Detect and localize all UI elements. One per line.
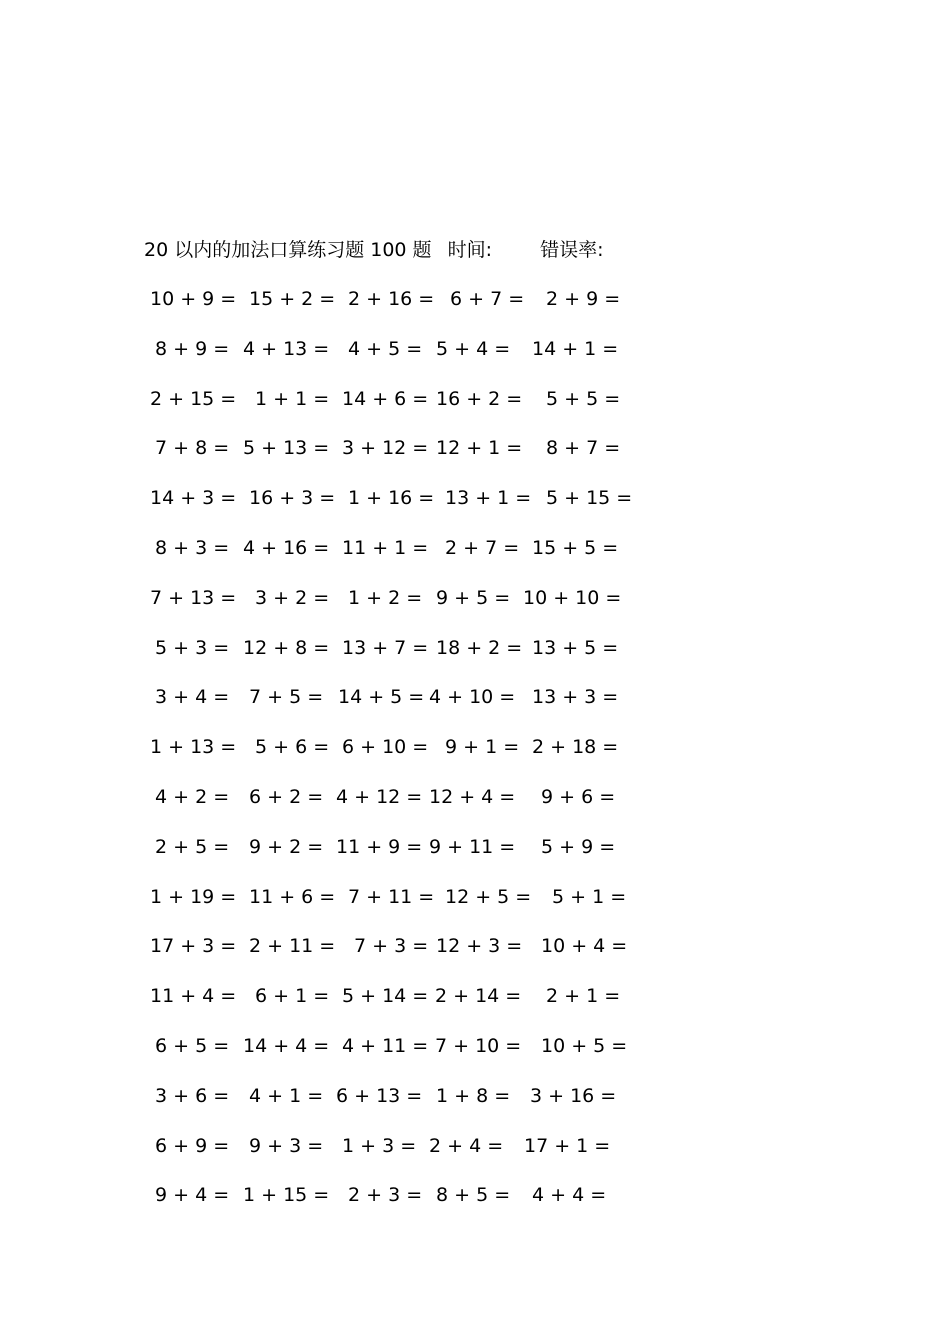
problem-item: 7 + 3 = [354,935,429,958]
problem-item: 11 + 9 = [336,835,423,858]
problem-item: 5 + 9 = [541,835,616,858]
problem-item: 1 + 16 = [348,487,435,510]
problem-item: 14 + 4 = [243,1034,330,1057]
problem-item: 5 + 1 = [552,885,627,908]
time-label: 时间: [447,239,493,261]
problem-item: 3 + 6 = [155,1084,230,1107]
problem-item: 2 + 11 = [249,935,336,958]
problem-item: 1 + 2 = [348,586,423,609]
worksheet-title: 20 以内的加法口算练习题 100 题 [144,239,432,261]
problem-item: 5 + 13 = [243,437,330,460]
problem-item: 6 + 1 = [255,985,330,1008]
problem-item: 12 + 8 = [243,636,330,659]
problem-row [150,733,670,783]
problem-item: 17 + 1 = [524,1134,611,1157]
problem-item: 9 + 11 = [429,835,516,858]
problem-item: 2 + 15 = [150,387,237,410]
problem-item: 8 + 7 = [546,437,621,460]
problem-row [150,434,670,484]
problem-item: 12 + 5 = [445,885,532,908]
problem-item: 10 + 5 = [541,1034,628,1057]
problem-item: 5 + 4 = [436,337,511,360]
problem-item: 4 + 10 = [429,686,516,709]
problem-item: 6 + 5 = [155,1034,230,1057]
problem-item: 9 + 5 = [436,586,511,609]
problem-item: 5 + 5 = [546,387,621,410]
problem-row [150,534,670,584]
problem-item: 7 + 11 = [348,885,435,908]
problem-item: 12 + 1 = [436,437,523,460]
problem-row [150,584,670,634]
error-rate-label: 错误率: [540,239,604,261]
problem-item: 4 + 4 = [532,1184,607,1207]
problem-row [150,484,670,534]
problem-item: 16 + 2 = [436,387,523,410]
problem-item: 4 + 11 = [342,1034,429,1057]
problem-item: 1 + 8 = [436,1084,511,1107]
problem-item: 13 + 7 = [342,636,429,659]
problem-row [150,1181,670,1231]
problem-item: 15 + 2 = [249,288,336,310]
problem-item: 1 + 19 = [150,885,237,908]
problem-item: 2 + 18 = [532,736,619,759]
problem-row [150,1082,670,1132]
problem-item: 4 + 12 = [336,785,423,808]
problem-item: 9 + 3 = [249,1134,324,1157]
problem-item: 5 + 14 = [342,985,429,1008]
problem-row [150,932,670,982]
problem-item: 11 + 1 = [342,536,429,559]
problem-item: 17 + 3 = [150,935,237,958]
problem-item: 4 + 5 = [348,337,423,360]
problem-item: 4 + 2 = [155,785,230,808]
problem-item: 5 + 6 = [255,736,330,759]
problem-item: 10 + 9 = [150,288,237,310]
problem-row [150,385,670,435]
problem-item: 3 + 12 = [342,437,429,460]
problem-item: 12 + 3 = [436,935,523,958]
problem-item: 4 + 1 = [249,1084,324,1107]
problem-row [150,634,670,684]
worksheet-header [144,236,603,264]
problem-item: 13 + 5 = [532,636,619,659]
problem-item: 7 + 10 = [435,1034,522,1057]
problem-item: 1 + 15 = [243,1184,330,1207]
problem-item: 2 + 14 = [435,985,522,1008]
problem-grid [150,285,670,1231]
problem-item: 2 + 1 = [546,985,621,1008]
problem-item: 14 + 3 = [150,487,237,510]
problem-item: 13 + 3 = [532,686,619,709]
problem-item: 6 + 2 = [249,785,324,808]
problem-row [150,285,670,335]
problem-item: 14 + 5 = [338,686,425,709]
problem-row [150,982,670,1032]
problem-item: 3 + 16 = [530,1084,617,1107]
problem-item: 3 + 2 = [255,586,330,609]
problem-item: 7 + 5 = [249,686,324,709]
problem-item: 9 + 4 = [155,1184,230,1207]
problem-item: 6 + 7 = [450,288,525,310]
problem-item: 5 + 3 = [155,636,230,659]
problem-row [150,883,670,933]
problem-item: 9 + 1 = [445,736,520,759]
problem-item: 11 + 6 = [249,885,336,908]
problem-item: 4 + 13 = [243,337,330,360]
problem-row [150,683,670,733]
problem-item: 10 + 10 = [523,586,622,609]
problem-item: 10 + 4 = [541,935,628,958]
problem-item: 16 + 3 = [249,487,336,510]
problem-row [150,1032,670,1082]
problem-item: 2 + 16 = [348,288,435,310]
problem-item: 5 + 15 = [546,487,633,510]
problem-item: 15 + 5 = [532,536,619,559]
problem-item: 1 + 13 = [150,736,237,759]
problem-item: 14 + 6 = [342,387,429,410]
problem-item: 2 + 3 = [348,1184,423,1207]
problem-row [150,1132,670,1182]
problem-item: 13 + 1 = [445,487,532,510]
problem-row [150,783,670,833]
problem-item: 8 + 3 = [155,536,230,559]
problem-item: 18 + 2 = [436,636,523,659]
problem-item: 8 + 5 = [436,1184,511,1207]
problem-item: 6 + 10 = [342,736,429,759]
problem-item: 6 + 9 = [155,1134,230,1157]
problem-row [150,833,670,883]
problem-item: 7 + 13 = [150,586,237,609]
problem-item: 14 + 1 = [532,337,619,360]
problem-item: 11 + 4 = [150,985,237,1008]
problem-item: 2 + 5 = [155,835,230,858]
problem-row [150,335,670,385]
problem-item: 2 + 4 = [429,1134,504,1157]
problem-item: 2 + 7 = [445,536,520,559]
problem-item: 7 + 8 = [155,437,230,460]
problem-item: 4 + 16 = [243,536,330,559]
problem-item: 6 + 13 = [336,1084,423,1107]
problem-item: 8 + 9 = [155,337,230,360]
problem-item: 1 + 1 = [255,387,330,410]
problem-item: 9 + 2 = [249,835,324,858]
problem-item: 2 + 9 = [546,288,621,310]
problem-item: 1 + 3 = [342,1134,417,1157]
problem-item: 12 + 4 = [429,785,516,808]
problem-item: 9 + 6 = [541,785,616,808]
problem-item: 3 + 4 = [155,686,230,709]
